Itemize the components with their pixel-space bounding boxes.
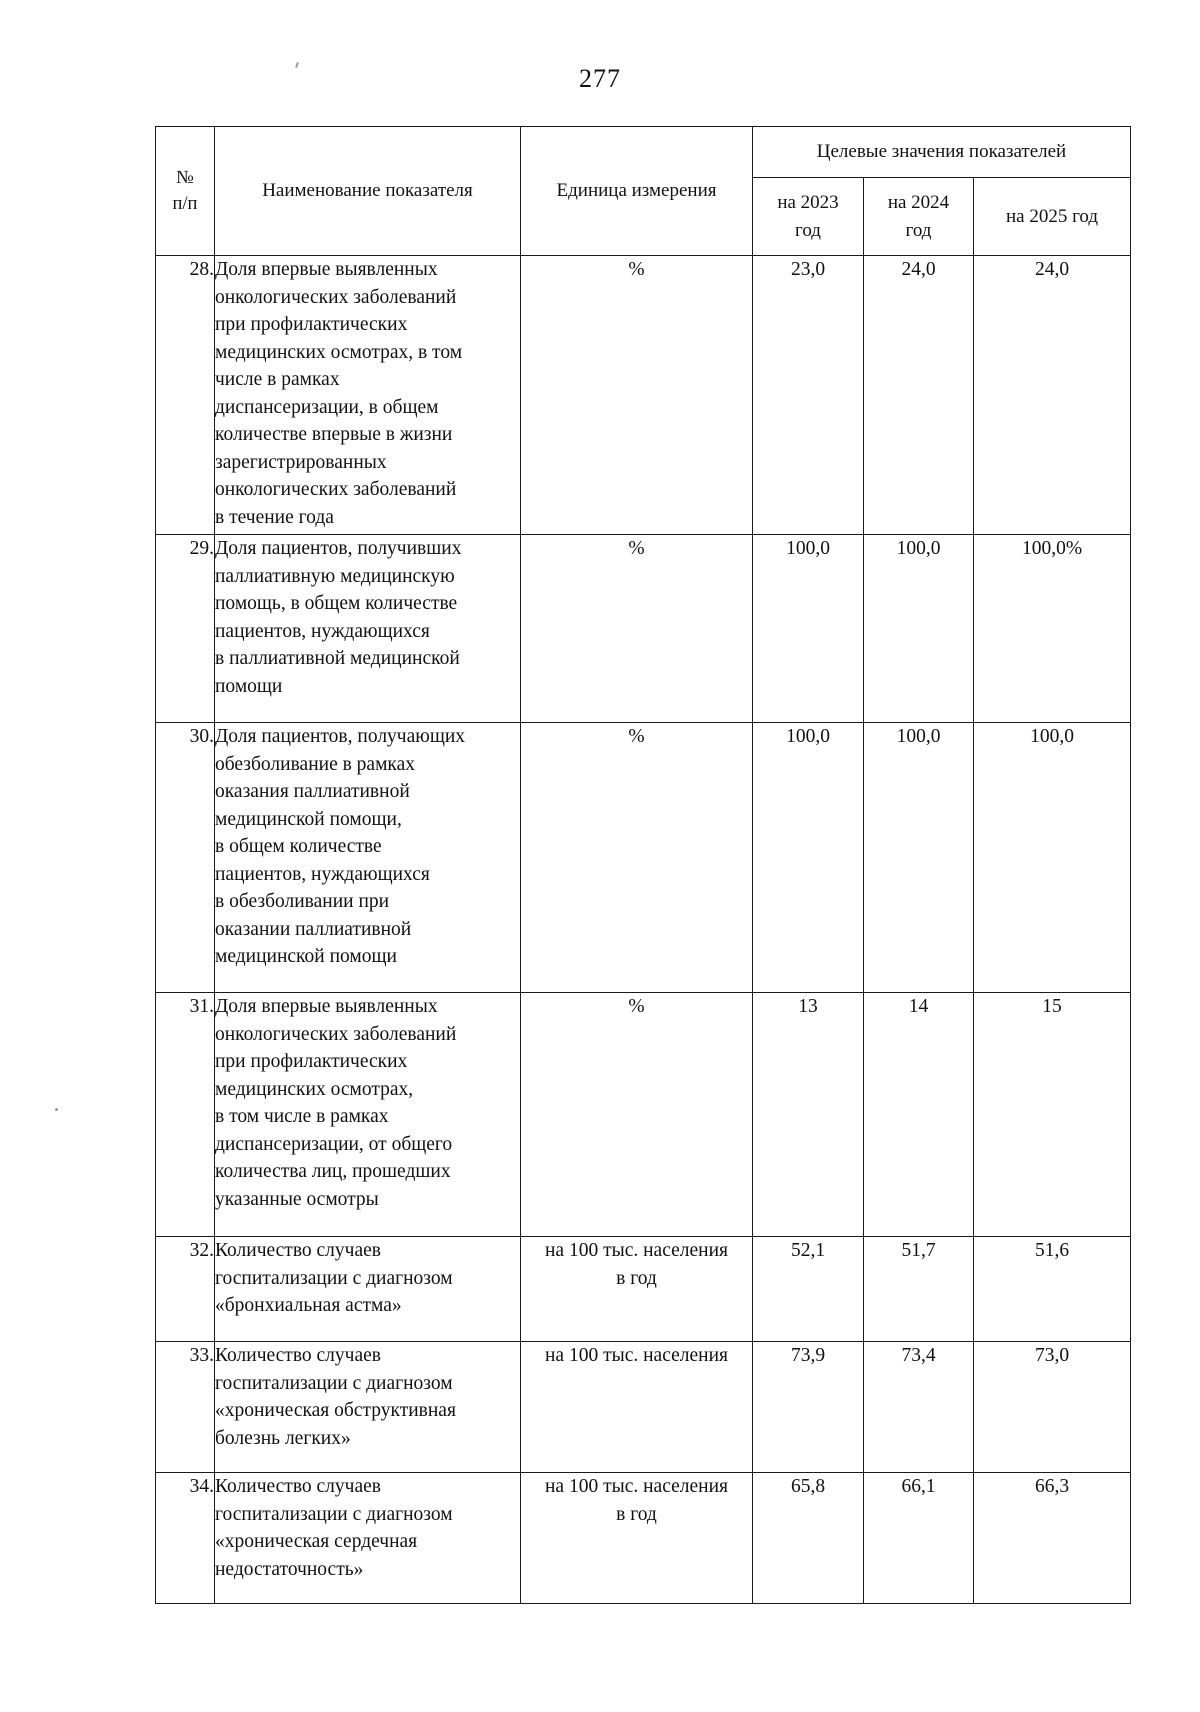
indicator-name: Количество случаев госпитализации с диагнозом «хроническая сердечная недостаточность» — [215, 1473, 521, 1604]
indicator-name: Доля пациентов, получивших паллиативную медицинскую помощь, в общем количестве пациентов, нуждающихся в паллиативной медицинской помощи — [215, 535, 521, 723]
header-number-label: № п/п — [172, 168, 198, 214]
value-2025: 15 — [974, 993, 1131, 1237]
unit-of-measure: % — [521, 535, 753, 723]
header-year-2023 — [753, 178, 864, 256]
header-year-2023-label: на 2023 год — [777, 191, 839, 241]
value-2025: 73,0 — [974, 1342, 1131, 1473]
value-2025: 66,3 — [974, 1473, 1131, 1604]
unit-of-measure: % — [521, 993, 753, 1237]
value-2023: 100,0 — [753, 723, 864, 993]
unit-of-measure: на 100 тыс. населения в год — [521, 1237, 753, 1342]
row-number: 29. — [156, 535, 215, 723]
value-2024: 51,7 — [864, 1237, 974, 1342]
header-indicator-name: Наименование показателя — [215, 127, 521, 256]
value-2024: 100,0 — [864, 723, 974, 993]
value-2023: 52,1 — [753, 1237, 864, 1342]
value-2025: 51,6 — [974, 1237, 1131, 1342]
row-number: 28. — [156, 256, 215, 535]
indicators-table — [155, 126, 1131, 1604]
value-2025: 24,0 — [974, 256, 1131, 535]
table-row — [156, 993, 1131, 1237]
value-2023: 23,0 — [753, 256, 864, 535]
table-row — [156, 1473, 1131, 1604]
unit-of-measure: на 100 тыс. населения — [521, 1342, 753, 1473]
row-number: 30. — [156, 723, 215, 993]
row-number: 33. — [156, 1342, 215, 1473]
indicator-name: Количество случаев госпитализации с диагнозом «хроническая обструктивная болезнь легких» — [215, 1342, 521, 1473]
value-2023: 65,8 — [753, 1473, 864, 1604]
value-2024: 14 — [864, 993, 974, 1237]
table-row — [156, 1342, 1131, 1473]
header-unit: Единица измерения — [521, 127, 753, 256]
page-number: 277 — [579, 64, 621, 93]
unit-of-measure: на 100 тыс. населения в год — [521, 1473, 753, 1604]
row-number: 32. — [156, 1237, 215, 1342]
indicator-name: Доля пациентов, получающих обезболивание в рамках оказания паллиативной медицинской помощи, в общем количестве пациентов, нуждающихся в обезболивании при оказании паллиативной медицинской помощи — [215, 723, 521, 993]
value-2024: 73,4 — [864, 1342, 974, 1473]
indicator-name: Доля впервые выявленных онкологических заболеваний при профилактических медицинских осмотрах, в том числе в рамках диспансеризации, в общем количестве впервые в жизни зарегистрированных онкологических заболеваний в течение года — [215, 256, 521, 535]
table-row — [156, 535, 1131, 723]
header-year-2025-label: на 2025 год — [1005, 205, 1099, 227]
indicator-name: Количество случаев госпитализации с диагнозом «бронхиальная астма» — [215, 1237, 521, 1342]
indicator-name: Доля впервые выявленных онкологических заболеваний при профилактических медицинских осмотрах, в том числе в рамках диспансеризации, от общего количества лиц, прошедших указанные осмотры — [215, 993, 521, 1237]
unit-of-measure: % — [521, 723, 753, 993]
header-year-2024 — [864, 178, 974, 256]
row-number: 31. — [156, 993, 215, 1237]
table-row — [156, 1237, 1131, 1342]
table-body — [156, 256, 1131, 1604]
value-2025: 100,0% — [974, 535, 1131, 723]
value-2023: 13 — [753, 993, 864, 1237]
table-header — [156, 127, 1131, 256]
header-year-2025 — [974, 178, 1131, 256]
header-year-2024-label: на 2024 год — [887, 191, 950, 241]
value-2024: 66,1 — [864, 1473, 974, 1604]
value-2023: 73,9 — [753, 1342, 864, 1473]
value-2025: 100,0 — [974, 723, 1131, 993]
header-number — [156, 127, 215, 256]
header-row-top — [156, 127, 1131, 178]
row-number: 34. — [156, 1473, 215, 1604]
scan-speck — [55, 1108, 58, 1111]
value-2024: 24,0 — [864, 256, 974, 535]
table-row — [156, 723, 1131, 993]
table-row — [156, 256, 1131, 535]
value-2023: 100,0 — [753, 535, 864, 723]
header-target-values: Целевые значения показателей — [753, 127, 1131, 178]
unit-of-measure: % — [521, 256, 753, 535]
value-2024: 100,0 — [864, 535, 974, 723]
